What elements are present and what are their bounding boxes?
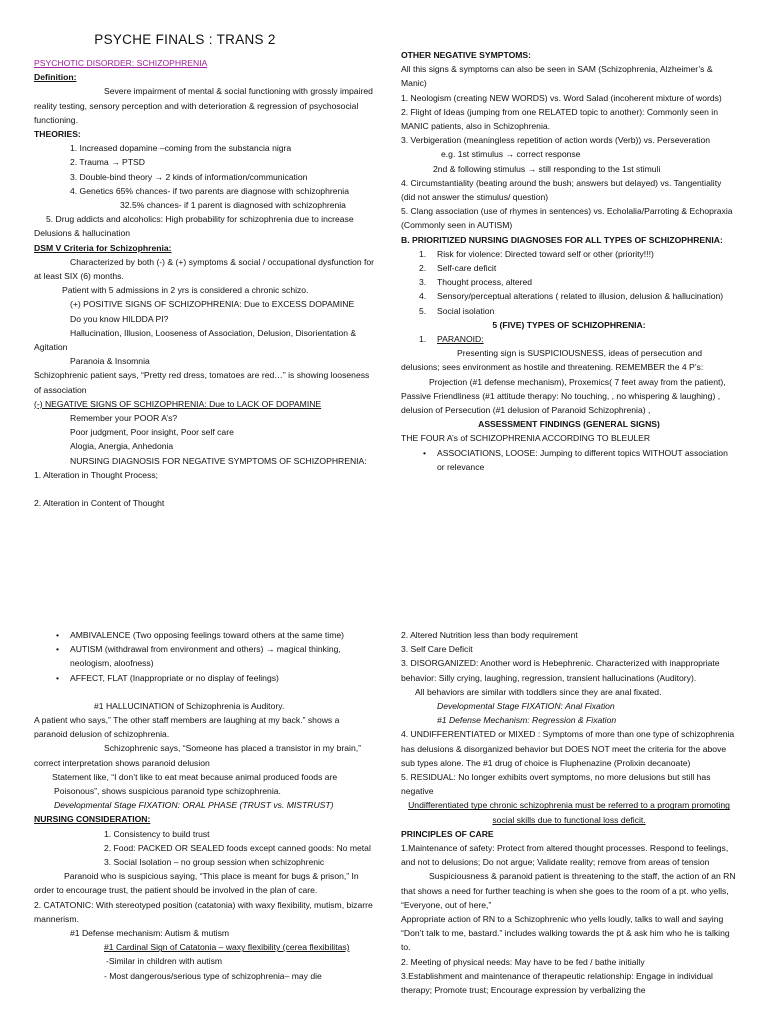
page-title: PSYCHE FINALS : TRANS 2 (94, 32, 276, 47)
list-item: 4. Sensory/perceptual alterations ( related to illusion, delusion & hallucination) (419, 291, 724, 302)
list-item: Paranoia & Insomnia (70, 356, 150, 367)
paragraph: 3. DISORGANIZED: Another word is Hebephrenic. Characterized with inappropriate behavior: Silly crying, laughing, regression, transient hallucinations (Auditory). (401, 658, 720, 683)
paragraph: has delusions & disorganized behavior but DOES NOT meet the criteria for the above sub types alone. The #1 drug of choice is Fluphenazine (Prolixin decanoate) (401, 743, 727, 768)
list-item: • ASSOCIATIONS, LOOSE: Jumping to different topics WITHOUT association or relevance (401, 446, 737, 474)
list-item: 4. Genetics 65% chances- if two parents are diagnose with schizophrenia (70, 185, 349, 196)
list-item: 5. Clang association (use of rhymes in sentences) vs. Echolalia/Parroting & Echopraxia (Commonly seen in AUTISM) (401, 206, 733, 231)
list-item: 2. Self-care deficit (419, 263, 497, 274)
list-item: (+) POSITIVE SIGNS OF SCHIZOPHRENIA: Due to EXCESS DOPAMINE (70, 299, 355, 310)
paragraph: 2. CATATONIC: With stereotyped position (catatonia) with waxy flexibility, mutism, bizarre mannerism. (34, 899, 373, 924)
list-item: • AMBIVALENCE (Two opposing feelings toward others at the same time) (34, 628, 374, 642)
list-item: 1. Increased dopamine –coming from the substancia nigra (70, 143, 292, 154)
list-item: 2. Alteration in Content of Thought (34, 498, 165, 509)
column-left-top (34, 56, 374, 510)
column-right-bottom (401, 628, 737, 997)
subheading: (-) NEGATIVE SIGNS OF SCHIZOPHRENIA: Due to LACK OF DOPAMINE (34, 398, 322, 409)
list-item: 5. Social isolation (419, 305, 495, 316)
paragraph: 2. Meeting of physical needs: May have to be fed / bathe initially (401, 956, 645, 967)
paragraph: Severe impairment of mental & social functioning with grossly impaired reality testing, sensory perception and with deterioration & regression of psychosocial functioning. (34, 86, 373, 125)
paragraph: All this signs & symptoms can also be seen in SAM (Schizophrenia, Alzheimer’s & Manic) (401, 64, 713, 89)
list-item: Alogia, Anergia, Anhedonia (70, 441, 174, 452)
list-item: 3. Double-bind theory → 2 kinds of information/communication (70, 171, 308, 182)
list-item: 3. Thought process, altered (419, 277, 533, 288)
paragraph: Poisonous”, shows suspicious paranoid type schizophrenia. (54, 786, 281, 797)
list-item: 1. PARANOID: (419, 334, 484, 345)
subheading: 5 (FIVE) TYPES OF SCHIZOPHRENIA: (492, 319, 646, 330)
paragraph: Developmental Stage FIXATION: Anal Fixation (437, 701, 615, 712)
paragraph: Projection (#1 defense mechanism), Proxemics( 7 feet away from the patient), Passive Friendliness (#1 attitude therapy: No touching, , no whispering & laughing) , delusion of Persecution (#1 delusion of Paranoid Schizophrenia) , (401, 376, 726, 416)
paragraph: A patient who says,” The other staff members are laughing at my back.” shows a paranoid delusion of schizophrenia. (34, 715, 340, 740)
paragraph: Characterized by both (-) & (+) symptoms & social / occupational dysfunction for at least SIX (6) months. (34, 256, 375, 282)
paragraph: Statement like, “I don’t like to eat meat because animal produced foods are (52, 771, 338, 782)
list-item: -Similar in children with autism (106, 956, 223, 967)
paragraph: Appropriate action of RN to a Schizophrenic who yells loudly, talks to wall and saying “Don’t talk to me, bastard.” includes walking towards the pt & ask him who he is talking to. (401, 914, 730, 953)
list-item: 2nd & following stimulus → still responding to the 1st stimuli (433, 163, 661, 174)
subheading: THEORIES: (34, 129, 81, 140)
list-item: 3. Social Isolation – no group session when schizophrenic (104, 857, 325, 868)
list-item: 3. Verbigeration (meaningless repetition of action words (Verb)) vs. Perseveration (401, 135, 711, 146)
column-left-bottom (34, 628, 374, 983)
list-item: 1. Risk for violence: Directed toward self or other (priority!!!) (419, 248, 654, 259)
list-item: 2. Flight of Ideas (jumping from one RELATED topic to another): Commonly seen in MANIC patients, also in Schizophrenia. (401, 106, 718, 132)
paragraph: Presenting sign is SUSPICIOUSNESS, ideas of persecution and delusions; sees environment as hostile and threatening. REMEMBER the 4 P’s: (401, 348, 704, 373)
paragraph: #1 Defense mechanism: Autism & mutism (70, 928, 230, 939)
paragraph: THE FOUR A’s of SCHIZOPHRENIA ACCORDING TO BLEULER (401, 433, 651, 444)
list-item: 5. Drug addicts and alcoholics: High probability for schizophrenia due to increase Delusions & hallucination (34, 214, 354, 239)
list-item: 2. Food: PACKED OR SEALED foods except canned goods: No metal (104, 842, 371, 853)
list-item: 1. Neologism (creating NEW WORDS) vs. Word Salad (incoherent mixture of words) (401, 92, 722, 103)
paragraph: 5. RESIDUAL: No longer exhibits overt symptoms, no more delusions but still has negative (401, 772, 711, 797)
list-item: 2. Altered Nutrition less than body requirement (401, 630, 578, 640)
subheading: NURSING CONSIDERATION: (34, 814, 151, 825)
list-item: Remember your POOR A’s? (70, 413, 178, 424)
subheading: DSM V Criteria for Schizophrenia: (34, 242, 172, 253)
paragraph: #1 HALLUCINATION of Schizophrenia is Auditory. (94, 700, 285, 711)
list-item: Do you know HILDDA PI? (70, 313, 169, 324)
column-right-top (401, 48, 737, 474)
list-item: • AUTISM (withdrawal from environment and others) → magical thinking, neologism, aloofness) (34, 642, 374, 670)
list-item: • AFFECT, FLAT (Inappropriate or no display of feelings) (34, 671, 374, 685)
paragraph: #1 Defense Mechanism: Regression & Fixation (437, 715, 617, 726)
paragraph: Undifferentiated type chronic schizophrenia must be referred to a program promoting social skills due to functional loss deficit. (408, 800, 730, 825)
list-item: 2. Trauma → PTSD (70, 157, 145, 168)
list-item: e.g. 1st stimulus → correct response (441, 149, 581, 160)
section-heading: PSYCHOTIC DISORDER: SCHIZOPHRENIA (34, 58, 208, 68)
subheading: B. PRIORITIZED NURSING DIAGNOSES FOR ALL TYPES OF SCHIZOPHRENIA: (401, 234, 723, 245)
subheading: ASSESSMENT FINDINGS (GENERAL SIGNS) (478, 419, 660, 430)
paragraph: 3.Establishment and maintenance of therapeutic relationship: Engage in individual therapy; Promote trust; Encourage expression by verbalizing the (401, 970, 713, 996)
list-item: NURSING DIAGNOSIS FOR NEGATIVE SYMPTOMS OF SCHIZOPHRENIA: (70, 455, 367, 466)
list-item: Poor judgment, Poor insight, Poor self care (70, 427, 234, 438)
paragraph: Developmental Stage FIXATION: ORAL PHASE (TRUST vs. MISTRUST) (54, 800, 334, 811)
list-item: 4. Circumstantiality (beating around the bush; answers but delayed) vs. Tangentiality (did not answer the stimulus/ question) (401, 177, 722, 203)
list-item: 1. Alteration in Thought Process; (34, 469, 159, 480)
list-item: - Most dangerous/serious type of schizophrenia– may die (104, 970, 322, 981)
subheading: OTHER NEGATIVE SYMPTOMS: (401, 50, 532, 60)
list-item: 32.5% chances- if 1 parent is diagnosed with schizophrenia (120, 200, 346, 211)
paragraph: Paranoid who is suspicious saying, “This place is meant for bugs & prison,” In order to encourage trust, the patient should be involved in the plan of care. (34, 871, 359, 896)
subheading: Definition: (34, 72, 77, 83)
paragraph: Schizophrenic patient says, “Pretty red dress, tomatoes are red…” is showing looseness of association (34, 370, 370, 395)
list-item: 1. Consistency to build trust (104, 828, 210, 839)
paragraph: #1 Cardinal Sign of Catatonia – waxy flexibility (cerea flexibilitas) (104, 942, 350, 953)
subheading: PRINCIPLES OF CARE (401, 828, 494, 839)
paragraph: Suspiciousness & paranoid patient is threatening to the staff, the action of an RN that shows a need for further teaching is when she goes to the room of a pt. who yells, “Everyone, out of here,” (401, 871, 736, 910)
paragraph: All behaviors are similar with toddlers since they are anal fixated. (415, 686, 662, 697)
list-item: 3. Self Care Deficit (401, 644, 473, 655)
paragraph: 4. UNDIFFERENTIATED or MIXED : Symptoms of more than one type of schizophrenia (401, 729, 735, 740)
list-item: Hallucination, Illusion, Looseness of Association, Delusion, Disorientation & Agitation (34, 327, 357, 353)
paragraph: Patient with 5 admissions in 2 yrs is considered a chronic schizo. (62, 285, 309, 296)
paragraph: Schizophrenic says, “Someone has placed a transistor in my brain,” correct interpretation shows paranoid delusion (34, 743, 361, 768)
paragraph: 1.Maintenance of safety: Protect from altered thought processes. Respond to feelings, and not to delusions; Do not argue; Validate reality; remove from areas of tension (401, 843, 729, 868)
